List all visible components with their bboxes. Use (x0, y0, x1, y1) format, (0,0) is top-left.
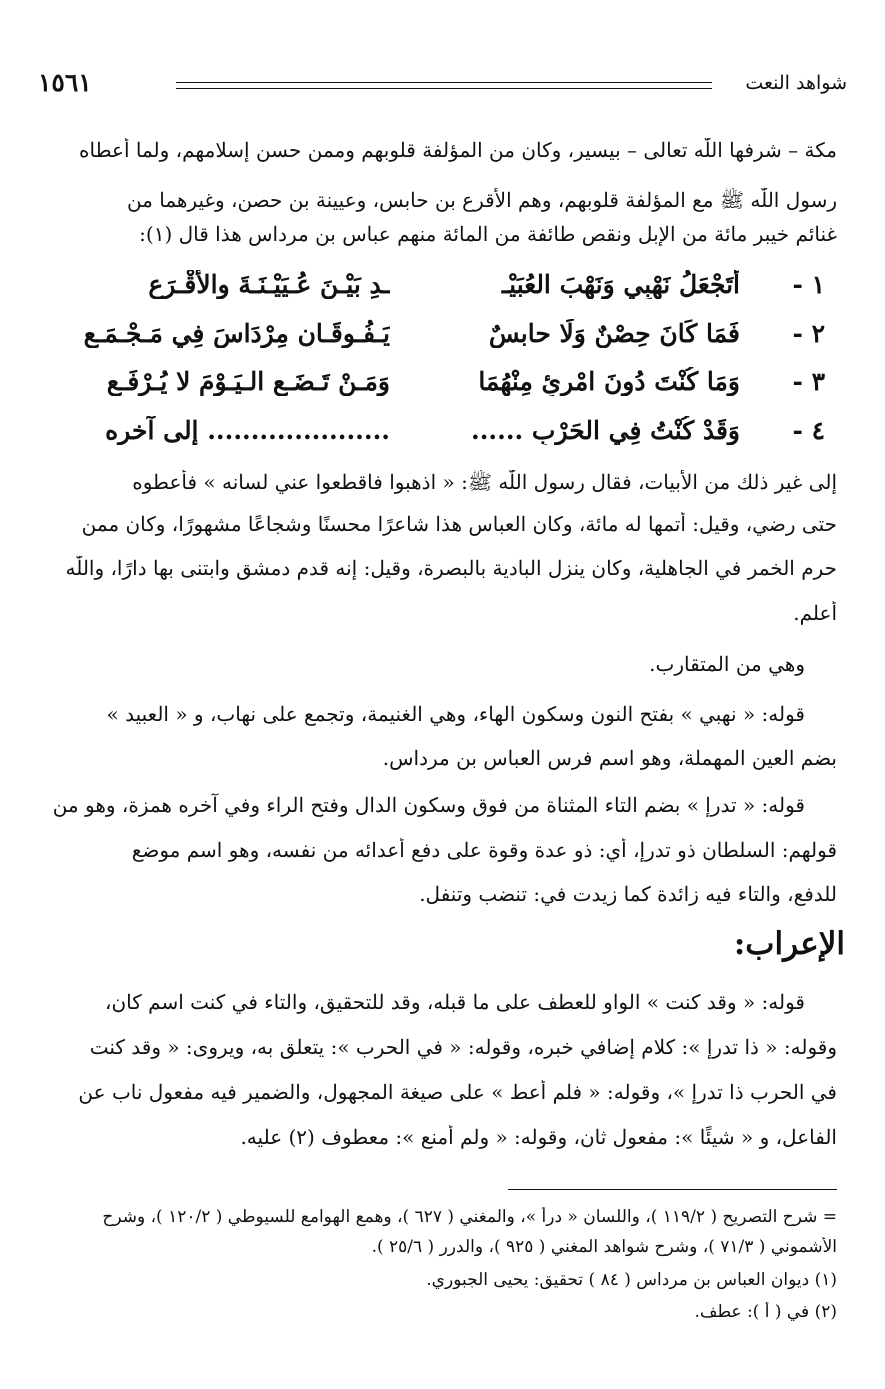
verse-first-hemistich: فَمَا كَانَ حِصْنٌ وَلَا حابسٌ (488, 319, 740, 348)
header-double-rule (176, 82, 712, 89)
running-header (38, 70, 847, 102)
body-line: قولهم: السلطان ذو تدرإ، أي: ذو عدة وقوة على دفع أعدائه من نفسه، وهو اسم موضع (131, 838, 837, 862)
verse-first-hemistich: وَقَدْ كُنْتُ فِي الحَرْبِ ...... (471, 416, 740, 445)
verse-first-hemistich: وَمَا كُنْتَ دُونَ امْرِئٍ مِنْهُمَا (478, 367, 740, 396)
intro-line: رسول اللّٰه ﷺ مع المؤلفة قلوبهم، وهم الأقرع بن حابس، وعيينة بن حصن، وغيرهما من (126, 188, 837, 212)
verse-line (70, 319, 825, 359)
body-line: حتى رضي، وقيل: أتمها له مائة، وكان العباس هذا شاعرًا محسنًا وشجاعًا مشهورًا، وكان ممن (81, 512, 837, 536)
verse-number: ١ - (792, 270, 825, 299)
irab-line: الفاعل، و « شيئًا »: مفعول ثان، وقوله: « ولم أمنع »: معطوف (٢) عليه. (240, 1125, 837, 1149)
irab-line: وقوله: « ذا تدرإ »: كلام إضافي خبره، وقوله: « في الحرب »: يتعلق به، ويروى: « وقد كنت (89, 1035, 837, 1059)
verse-number: ٢ - (792, 319, 825, 348)
footnote-line: (٢) في ( أ ): عطف. (694, 1302, 837, 1322)
verse-second-hemistich: يَـفُـوقَـانِ مِرْدَاسَ فِي مَـجْـمَـعِ (83, 319, 390, 348)
page-number: ١٥٦١ (38, 68, 92, 97)
section-heading: الإعراب: (733, 926, 845, 962)
verse-line (70, 416, 825, 456)
body-line: قوله: « نهبي » بفتح النون وسكون الهاء، وهي الغنيمة، وتجمع على نهاب، و « العبيد » (106, 702, 805, 726)
footnote-separator (508, 1189, 837, 1190)
running-title: شواهد النعت (745, 72, 847, 94)
footnote-line: الأشموني ( ٧١/٣ )، وشرح شواهد المغني ( ٩٢٥ )، والدرر ( ٢٥/٦ ). (371, 1237, 837, 1257)
verse-second-hemistich: وَمَـنْ تَـضَـعِ الـيَـوْمَ لا يُـرْفَـعِ (106, 367, 390, 396)
irab-line: في الحرب ذا تدرإ »، وقوله: « فلم أعط » على صيغة المجهول، والضمير فيه مفعول ناب عن (78, 1080, 837, 1104)
body-line: إلى غير ذلك من الأبيات، فقال رسول اللّٰه ﷺ: « اذهبوا فاقطعوا عني لسانه » فأعطوه (132, 470, 837, 494)
irab-line: قوله: « وقد كنت » الواو للعطف على ما قبله، وقد للتحقيق، والتاء في كنت اسم كان، (105, 990, 805, 1014)
body-line: وهي من المتقارب. (649, 652, 805, 676)
verse-number: ٤ - (792, 416, 825, 445)
verse-first-hemistich: أَتَجْعَلُ نَهْبِي وَنَهْبَ العُبَيْـ (501, 270, 740, 299)
body-line: أعلم. (793, 601, 837, 625)
footnote-line: (١) ديوان العباس بن مرداس ( ٨٤ ) تحقيق: يحيى الجبوري. (426, 1270, 837, 1290)
body-line: قوله: « تدرإ » بضم التاء المثناة من فوق وسكون الدال وفتح الراء وفي آخره همزة، وهو من (52, 793, 805, 817)
verse-second-hemistich: ـدِ بَيْـنَ عُـيَيْـنَـةَ والأَقْـرَعِ (148, 270, 390, 299)
intro-line: مكة – شرفها اللّٰه تعالى – بيسير، وكان من المؤلفة قلوبهم وممن حسن إسلامهم، ولما أعطاه (79, 138, 837, 162)
body-line: بضم العين المهملة، وهو اسم فرس العباس بن مرداس. (382, 746, 837, 770)
verse-second-hemistich: ..................... إلى آخره (105, 416, 390, 445)
body-line: حرم الخمر في الجاهلية، وكان ينزل البادية بالبصرة، وقيل: إنه قدم دمشق وابتنى بها دارًا، واللّٰه (65, 556, 837, 580)
footnote-line: = شرح التصريح ( ١١٩/٢ )، واللسان « درأ »، والمغني ( ٦٢٧ )، وهمع الهوامع للسيوطي ( ١٢٠/٢ )، وشرح (102, 1207, 837, 1227)
verse-number: ٣ - (792, 367, 825, 396)
body-line: للدفع، والتاء فيه زائدة كما زيدت في: تنضب وتنفل. (419, 882, 837, 906)
verse-line (70, 270, 825, 310)
intro-line: غنائم خيبر مائة من الإبل ونقص طائفة من المائة منهم عباس بن مرداس هذا قال (١): (139, 222, 837, 246)
verse-line (70, 367, 825, 407)
